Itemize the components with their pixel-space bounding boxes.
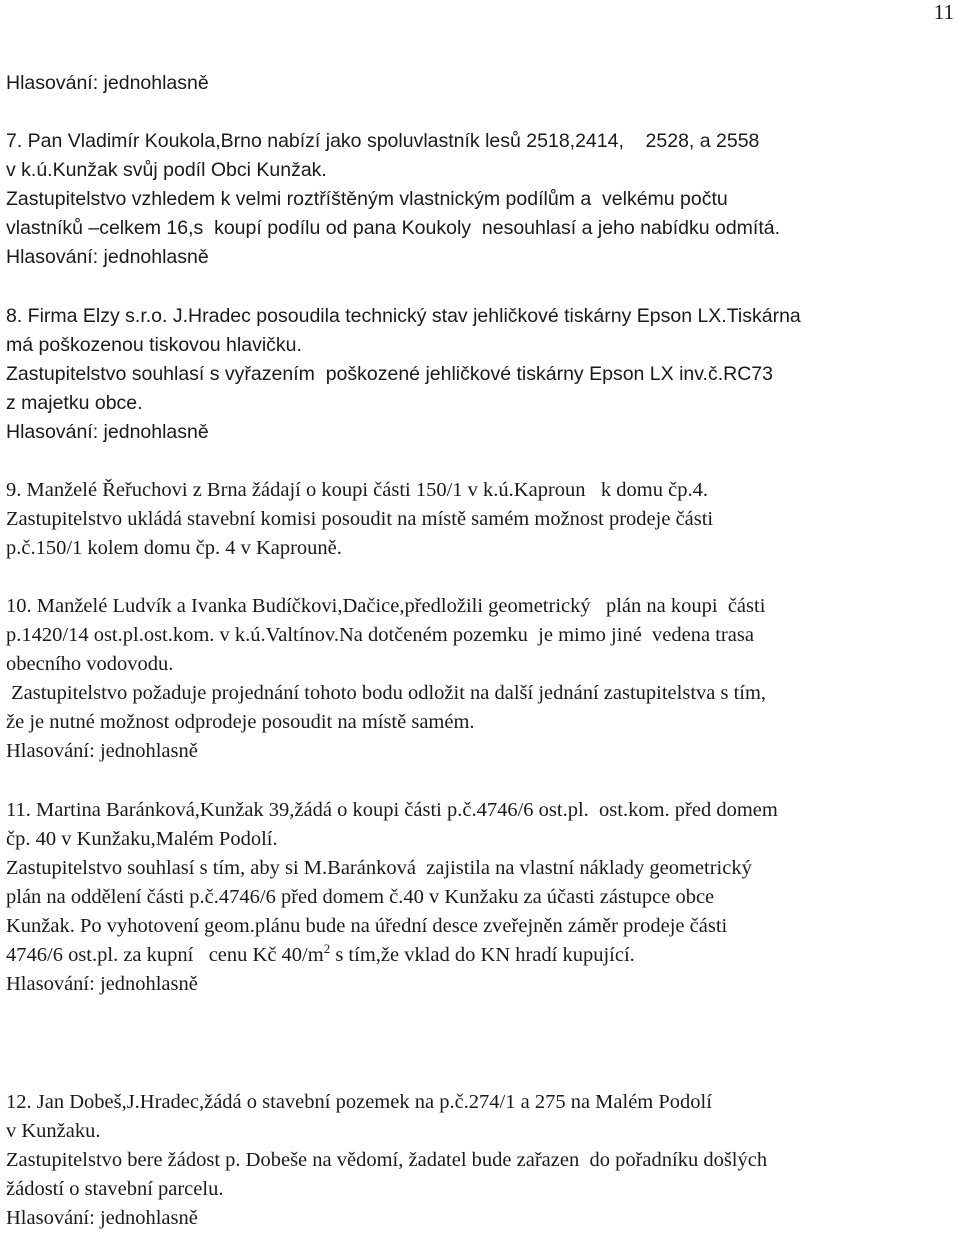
item-12-text: v Kunžaku. (6, 1120, 101, 1142)
item-11-text: čp. 40 v Kunžaku,Malém Podolí. (6, 828, 278, 850)
item-10-text: že je nutné možnost odprodeje posoudit na místě samém. (6, 711, 475, 733)
item-7-text: 7. Pan Vladimír Koukola,Brno nabízí jako spoluvlastník lesů 2518,2414, 2528, a 2558 (6, 130, 760, 152)
item-11-text: Kunžak. Po vyhotovení geom.plánu bude na úřední desce zveřejněn záměr prodeje části (6, 915, 728, 937)
item-8-text: Zastupitelstvo souhlasí s vyřazením poškozené jehličkové tiskárny Epson LX inv.č.RC73 (6, 363, 773, 385)
item-12-text: 12. Jan Dobeš,J.Hradec,žádá o stavební pozemek na p.č.274/1 a 275 na Malém Podolí (6, 1091, 712, 1113)
item-11-text: 11. Martina Baránková,Kunžak 39,žádá o koupi části p.č.4746/6 ost.pl. ost.kom. před domem (6, 799, 778, 821)
vote-result: Hlasování: jednohlasně (6, 973, 198, 995)
vote-result: Hlasování: jednohlasně (6, 740, 198, 762)
item-10-text: obecního vodovodu. (6, 653, 174, 675)
item-7-text: v k.ú.Kunžak svůj podíl Obci Kunžak. (6, 159, 327, 181)
item-10-text: p.1420/14 ost.pl.ost.kom. v k.ú.Valtínov.Na dotčeném pozemku je mimo jiné vedena trasa (6, 624, 754, 646)
vote-result: Hlasování: jednohlasně (6, 1207, 198, 1229)
item-7-text: Zastupitelstvo vzhledem k velmi roztříštěným vlastnickým podílům a velkému počtu (6, 188, 728, 210)
item-9-text: Zastupitelstvo ukládá stavební komisi posoudit na místě samém možnost prodeje části (6, 508, 714, 530)
item-9-text: 9. Manželé Řeřuchovi z Brna žádají o koupi části 150/1 v k.ú.Kaproun k domu čp.4. (6, 479, 708, 501)
vote-result: Hlasování: jednohlasně (6, 421, 209, 443)
superscript-2: 2 (323, 941, 331, 956)
item-11-price-line (6, 942, 635, 968)
item-8-text: má poškozenou tiskovou hlavičku. (6, 334, 302, 356)
item-7-text: vlastníků –celkem 16,s koupí podílu od pana Koukoly nesouhlasí a jeho nabídku odmítá. (6, 217, 781, 239)
item-10-text: Zastupitelstvo požaduje projednání tohoto bodu odložit na další jednání zastupitelstva s tím, (6, 682, 767, 704)
price-line-text: 4746/6 ost.pl. za kupní cenu Kč 40/m (6, 944, 324, 966)
item-8-text: z majetku obce. (6, 392, 143, 414)
vote-result: Hlasování: jednohlasně (6, 72, 209, 94)
item-12-text: žádostí o stavební parcelu. (6, 1178, 224, 1200)
item-11-text: Zastupitelstvo souhlasí s tím, aby si M.Baránková zajistila na vlastní náklady geometrický (6, 857, 752, 879)
page-number: 11 (933, 0, 954, 24)
item-8-text: 8. Firma Elzy s.r.o. J.Hradec posoudila technický stav jehličkové tiskárny Epson LX.Tiskárna (6, 305, 801, 327)
vote-result: Hlasování: jednohlasně (6, 246, 209, 268)
item-11-text: plán na oddělení části p.č.4746/6 před domem č.40 v Kunžaku za účasti zástupce obce (6, 886, 715, 908)
item-10-text: 10. Manželé Ludvík a Ivanka Budíčkovi,Dačice,předložili geometrický plán na koupi části (6, 595, 766, 617)
item-12-text: Zastupitelstvo bere žádost p. Dobeše na vědomí, žadatel bude zařazen do pořadníku došlých (6, 1149, 768, 1171)
price-line-text: s tím,že vklad do KN hradí kupující. (330, 944, 635, 966)
item-9-text: p.č.150/1 kolem domu čp. 4 v Kaprouně. (6, 537, 342, 559)
